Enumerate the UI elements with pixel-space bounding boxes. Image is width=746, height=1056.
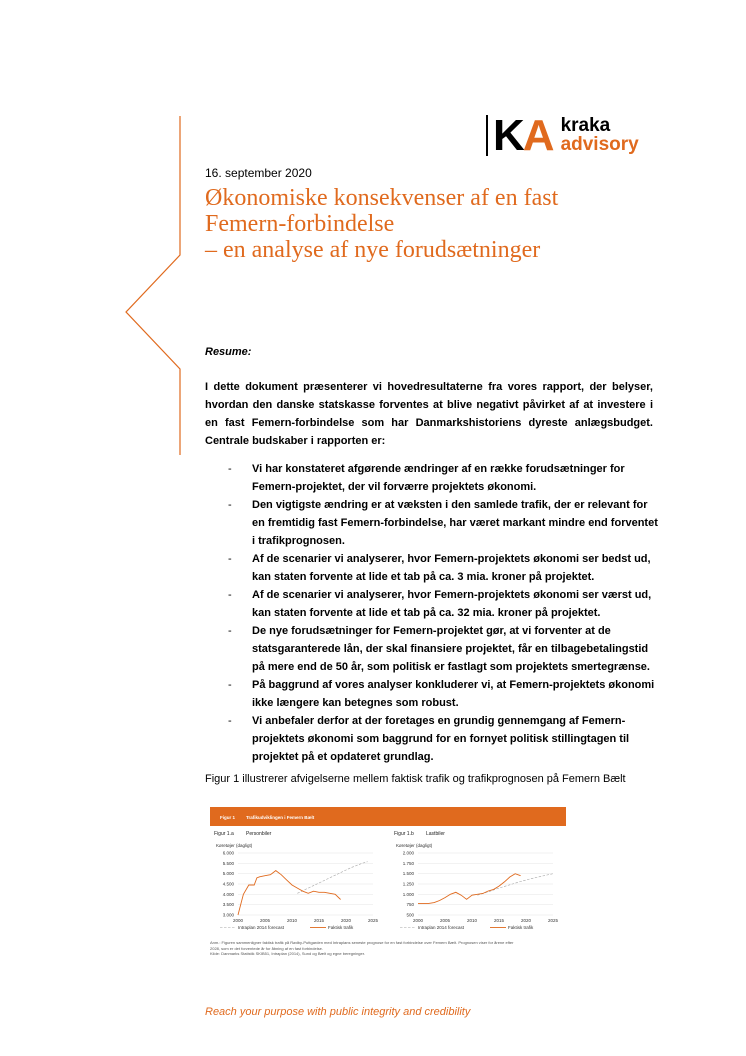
list-item	[228, 622, 658, 676]
y-axis-label: Køretøjer (dagligt)	[396, 843, 433, 848]
logo-bar	[486, 115, 488, 156]
y-tick-label: 1.250	[402, 881, 414, 887]
figure-number: Figur 1	[220, 815, 236, 820]
x-tick-label: 2010	[286, 918, 298, 923]
figure-note-line: Anm.: Figuren sammenligner faktisk trafik på Rødby-Puttgarden med Intraplans seneste prognose for en fast forbindelse over Femern Bælt. Prognosen viser for årene efter	[210, 940, 514, 945]
actual-series-line	[238, 871, 341, 915]
list-item	[228, 496, 658, 550]
list-item-text: Af de scenarier vi analyserer, hvor Femern-projektets økonomi ser bedst ud, kan staten forvente at lide et tab på ca. 3 mia. kroner på projektet.	[252, 553, 651, 583]
figure-caption: Figur 1 illustrerer afvigelserne mellem faktisk trafik og trafikprognosen på Femern Bælt	[205, 773, 626, 785]
logo-word-kraka: kraka	[560, 115, 611, 136]
bullet-dash: -	[228, 715, 232, 727]
actual-series-line	[418, 874, 521, 904]
bullet-dash: -	[228, 589, 232, 601]
title-line: – en analyse af nye forudsætninger	[205, 237, 541, 263]
logo-wordmark	[561, 117, 639, 155]
figure-note-line: Kilde: Danmarks Statistik SKIB51, Intraplan (2014), Sund og Bælt og egne beregninger.	[210, 951, 365, 956]
y-tick-label: 4.000	[222, 891, 234, 897]
panel-b-label: Figur 1.b	[394, 831, 414, 837]
list-item	[228, 676, 658, 712]
y-tick-label: 500	[406, 912, 414, 918]
logo-letter-a: A	[522, 111, 555, 160]
legend-label: Intraplan 2014 forecast	[238, 925, 285, 930]
x-tick-label: 2020	[340, 918, 352, 923]
y-tick-label: 5.000	[222, 871, 234, 877]
panel-a-subtitle: Personbiler	[246, 831, 272, 837]
title-line: Femern-forbindelse	[205, 211, 395, 237]
list-item-text: Vi anbefaler derfor at der foretages en grundig gennemgang af Femern-projektets økonomi som baggrund for en fornyet politisk stillingtagen til projektet på et opdateret grundlag.	[252, 715, 630, 763]
bullet-dash: -	[228, 625, 232, 637]
y-axis-label: Køretøjer (dagligt)	[216, 843, 253, 848]
bullet-dash: -	[228, 553, 232, 565]
logo-word-advisory: advisory	[560, 134, 639, 155]
kraka-advisory-logo	[486, 111, 639, 160]
list-item-text: På baggrund af vores analyser konkluderer vi, at Femern-projektets økonomi ikke længere kan betegnes som robust.	[252, 679, 655, 709]
figure-title: Trafikudviklingen i Femern Bælt	[246, 815, 315, 820]
forecast-series-line	[477, 874, 553, 896]
list-item	[228, 550, 658, 586]
document-title	[205, 185, 558, 263]
x-tick-label: 2020	[520, 918, 532, 923]
bullet-dash: -	[228, 679, 232, 691]
y-tick-label: 1.750	[402, 860, 414, 866]
tagline: Reach your purpose with public integrity and credibility	[205, 1006, 471, 1018]
x-tick-label: 2025	[367, 918, 379, 923]
list-item-text: Den vigtigste ændring er at væksten i den samlede trafik, der er relevant for en fremtidig fast Femern-forbindelse, har været markant mindre end forventet i trafikprognosen.	[252, 499, 658, 547]
y-tick-label: 5.500	[222, 860, 234, 866]
y-tick-label: 750	[406, 902, 414, 908]
list-item-text: Vi har konstateret afgørende ændringer af en række forudsætninger for Femern-projektet, der vil forværre projektets økonomi.	[252, 463, 625, 493]
x-tick-label: 2000	[232, 918, 244, 923]
x-tick-label: 2005	[259, 918, 271, 923]
list-item-text: De nye forudsætninger for Femern-projektet gør, at vi forventer at de statsgaranterede lån, der skal finansiere projektet, får en tilbagebetalingstid på mere end de 50 år, som politisk er fastlagt som projektets smertegrænse.	[252, 625, 650, 673]
y-tick-label: 1.500	[402, 871, 414, 877]
intro-paragraph: I dette dokument præsenterer vi hovedresultaterne fra vores rapport, der belyser, hvordan den danske statskasse forventes at blive negativt påvirket af at investere i en fast Femern-forbindelse som har Danmarkshistoriens dyreste anlægsbudget. Centrale budskaber i rapporten er:	[205, 381, 653, 447]
logo-letter-k: K	[493, 111, 523, 160]
y-tick-label: 2.000	[402, 850, 414, 856]
legend-label: Faktisk trafik	[508, 925, 534, 930]
list-item	[228, 712, 658, 766]
y-tick-label: 6.000	[222, 850, 234, 856]
y-tick-label: 3.500	[222, 902, 234, 908]
x-tick-label: 2010	[466, 918, 478, 923]
list-item	[228, 586, 658, 622]
figure-notes	[210, 940, 570, 957]
x-tick-label: 2000	[412, 918, 424, 923]
panel-a-label: Figur 1.a	[214, 831, 234, 837]
resume-heading: Resume:	[205, 346, 252, 358]
y-tick-label: 3.000	[222, 912, 234, 918]
y-tick-label: 1.000	[402, 891, 414, 897]
legend-label: Intraplan 2014 forecast	[418, 925, 465, 930]
decorative-bracket	[0, 0, 200, 460]
list-item	[228, 460, 658, 496]
panel-b-subtitle: Lastbiler	[426, 831, 445, 837]
x-tick-label: 2025	[547, 918, 559, 923]
bullet-dash: -	[228, 499, 232, 511]
document-date: 16. september 2020	[205, 166, 312, 180]
x-tick-label: 2015	[493, 918, 505, 923]
title-line: Økonomiske konsekvenser af en fast	[205, 185, 559, 211]
key-findings-list	[228, 460, 658, 766]
x-tick-label: 2015	[313, 918, 325, 923]
figure-note-line: 2028, som er det forventede år for åbning af en fast forbindelse.	[210, 945, 323, 951]
list-item-text: Af de scenarier vi analyserer, hvor Femern-projektets økonomi ser værst ud, kan staten forvente at lide et tab på ca. 32 mia. kroner på projektet.	[252, 589, 652, 619]
y-tick-label: 4.500	[222, 881, 234, 887]
forecast-series-line	[297, 862, 367, 894]
x-tick-label: 2005	[439, 918, 451, 923]
legend-label: Faktisk trafik	[328, 925, 354, 930]
bullet-dash: -	[228, 463, 232, 475]
